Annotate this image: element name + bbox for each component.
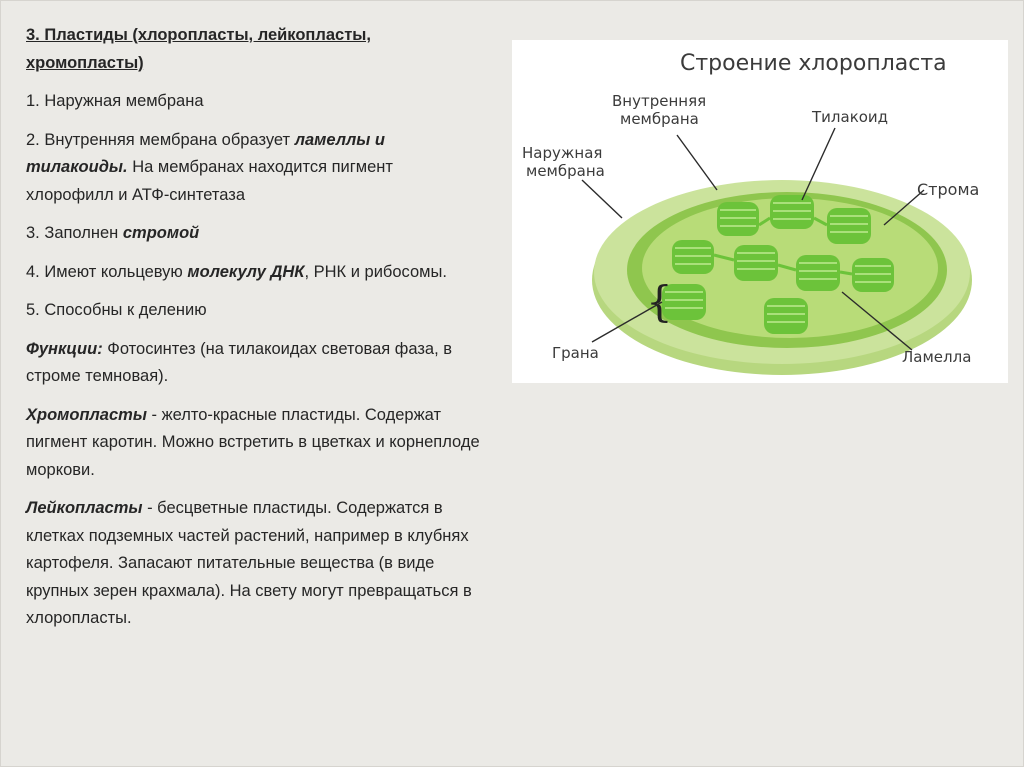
- grana-brace: {: [646, 277, 673, 326]
- chromoplasts-paragraph: Хромопласты - желто-красные пластиды. Содержат пигмент каротин. Можно встретить в цветках и корнеплоде моркови.: [26, 405, 480, 479]
- chromoplasts-term: Хромопласты: [26, 405, 147, 424]
- list-item-2: 2. Внутренняя мембрана образует ламеллы и тилакоиды. На мембранах находится пигмент хлорофилл и АТФ-синтетаза: [26, 130, 393, 204]
- label-lamella: Ламелла: [902, 348, 972, 366]
- functions-label: Функции:: [26, 339, 103, 358]
- granum: [734, 245, 778, 281]
- slide-heading: 3. Пластиды (хлоропласты, лейкопласты, хромопласты): [26, 26, 371, 72]
- label-inner-membrane-1: Внутренняя: [612, 92, 707, 110]
- label-grana: Грана: [552, 344, 599, 362]
- label-thylakoid: Тилакоид: [812, 108, 889, 126]
- label-outer-membrane-1: Наружная: [522, 144, 603, 162]
- chloroplast-svg: [512, 40, 1008, 383]
- text-column: [26, 22, 484, 644]
- diagram-title: Строение хлоропласта: [680, 51, 947, 76]
- granum: [796, 255, 840, 291]
- granum: [672, 240, 714, 274]
- label-stroma: Строма: [917, 180, 980, 199]
- leucoplasts-term: Лейкопласты: [26, 499, 143, 517]
- label-inner-membrane-2: мембрана: [620, 110, 699, 128]
- list-item-3: 3. Заполнен стромой: [26, 224, 200, 242]
- label-outer-membrane-2: мембрана: [526, 162, 605, 180]
- term-lamellae-thylakoids: ламеллы и тилакоиды.: [26, 130, 386, 176]
- list-item-1: 1. Наружная мембрана: [26, 92, 204, 110]
- list-item-5: 5. Способны к делению: [26, 301, 207, 319]
- functions-paragraph: Функции: Фотосинтез (на тилакоидах световая фаза, в строме темновая).: [26, 339, 453, 385]
- granum: [770, 195, 814, 229]
- chloroplast-diagram: [512, 40, 1008, 383]
- list-item-4: 4. Имеют кольцевую молекулу ДНК, РНК и рибосомы.: [26, 262, 447, 281]
- term-stroma: стромой: [122, 224, 200, 242]
- leucoplasts-paragraph: Лейкопласты - бесцветные пластиды. Содержатся в клетках подземных частей растений, например в клубнях картофеля. Запасают питательные вещества (в виде крупных зерен крахмала). На свету могут превращаться в хлоропласты.: [26, 499, 472, 627]
- granum: [764, 298, 808, 334]
- term-dna: молекулу ДНК: [187, 262, 305, 281]
- granum: [717, 202, 759, 236]
- granum: [852, 258, 894, 292]
- granum: [827, 208, 871, 244]
